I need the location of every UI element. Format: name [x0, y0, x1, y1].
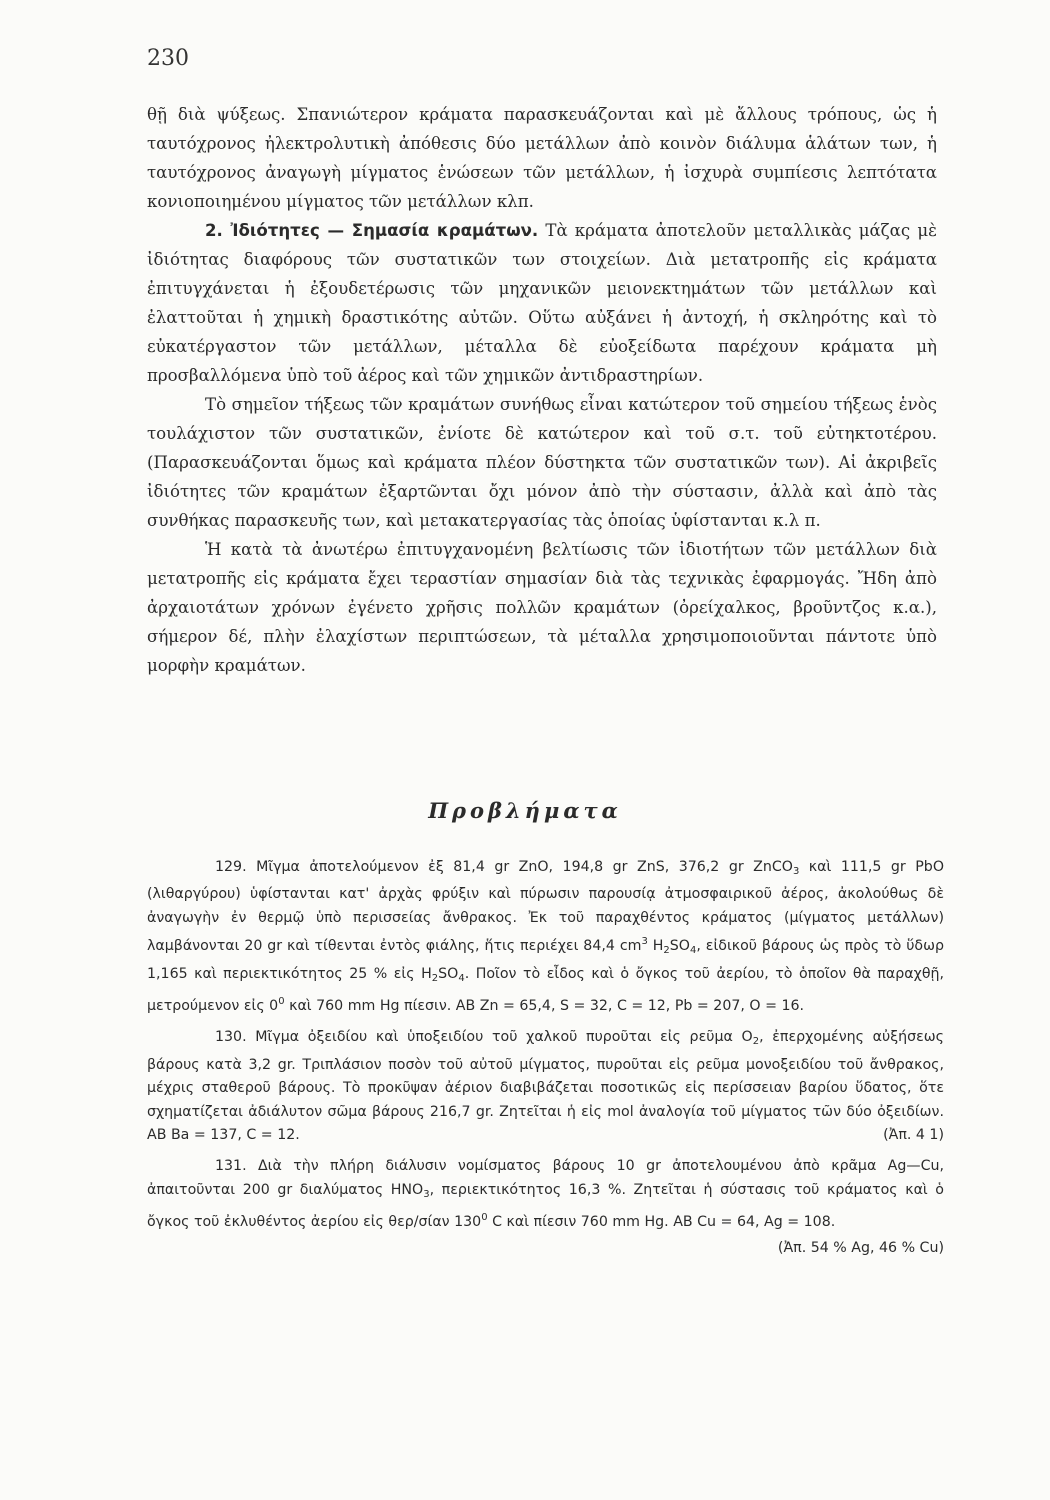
problem-130 [147, 1026, 944, 1147]
section-heading: 2. Ἰδιότητες — Σημασία κραμάτων. [205, 221, 539, 240]
paragraph-2 [147, 216, 937, 390]
paragraph-2-text: Τὰ κράματα ἀποτελοῦν μεταλλικὰς μάζας μὲ ἰδιότητας διαφόρους τῶν συστατικῶν των στοιχείων. Διὰ μετατροπῆς εἰς κράματα ἐπιτυγχάνεται ἡ ἐξουδετέρωσις τῶν μηχανικῶν μειονεκτημάτων τῶν μετάλλων καὶ ἐλαττοῦται ἡ χημικὴ δραστικότης αὐτῶν. Οὕτω αὐξάνει ἡ ἀντοχή, ἡ σκληρότης καὶ τὸ εὐκατέργαστον τῶν μετάλλων, μέταλλα δὲ εὐοξείδωτα παρέχουν κράματα μὴ προσβαλλόμενα ὑπὸ τοῦ ἀέρος καὶ τῶν χημικῶν ἀντιδραστηρίων. [147, 221, 938, 385]
problem-129-text: SO [669, 938, 690, 955]
problem-131-answer: (Ἀπ. 54 % Ag, 46 % Cu) [777, 1239, 944, 1256]
subscript: 3 [423, 1188, 430, 1200]
main-text [147, 100, 937, 680]
superscript: 0 [278, 996, 285, 1008]
problem-131-text: , περιεκτικότητος 16,3 [429, 1181, 608, 1198]
page-number: 230 [147, 46, 189, 71]
problem-131-text: . Ζητεῖται ἡ σύστασις τοῦ κράματος καὶ ὁ ὄγκος τοῦ ἐκλυθέντος ἀερίου εἰς θερ/σίαν 130 [147, 1181, 944, 1231]
problem-129-text: . Ποῖον τὸ εἶδος καὶ ὁ ὄγκος τοῦ ἀερίου, τὸ ὁποῖον θὰ παραχθῇ, μετρούμενον εἰς 0 [147, 965, 944, 1015]
problem-130-text: 130. Μῖγμα ὀξειδίου καὶ ὑποξειδίου τοῦ χαλκοῦ πυροῦται εἰς ρεῦμα O [215, 1029, 753, 1046]
percent-sign: % [373, 965, 388, 982]
problem-129 [147, 856, 944, 1018]
subscript: 4 [458, 972, 465, 984]
problem-129-text: 129. Μῖγμα ἀποτελούμενον ἐξ 81,4 gr ZnO, 194,8 gr ZnS, 376,2 gr ZnCO [215, 859, 793, 875]
subscript: 2 [663, 945, 670, 957]
problem-130-answer: (Ἀπ. 4 1) [883, 1127, 944, 1144]
problem-129-text: καὶ 111,5 gr PbO (λιθαργύρου) ὑφίστανται κατ' ἀρχὰς φρύξιν καὶ πύρωσιν παρουσίᾳ ἀτμοσφαιρικοῦ ἀέρος, ἀκολούθως δὲ ἀναγωγὴν ἐν θερμῷ ὑπὸ περισσείας ἄνθρακος. Ἐκ τοῦ παραχθέντος κράματος (μίγματος μετάλλων) λαμβάνονται 20 gr καὶ τίθενται ἐντὸς φιάλης, ἥτις περιέχει 84,4 cm [147, 859, 944, 955]
problem-129-text: καὶ 760 mm Hg πίεσιν. ΑΒ Zn = 65,4, S = 32, C = 12, Pb = 207, O = 16. [284, 998, 805, 1015]
problem-129-text: εἰς H [387, 965, 432, 982]
superscript: 3 [641, 936, 648, 948]
problems-title: Προβλήματα [428, 798, 622, 823]
subscript: 4 [689, 945, 697, 957]
paragraph-4: Ἡ κατὰ τὰ ἀνωτέρω ἐπιτυγχανομένη βελτίωσις τῶν ἰδιοτήτων τῶν μετάλλων διὰ μετατροπῆς εἰς κράματα ἔχει τεραστίαν σημασίαν διὰ τὰς τεχνικὰς ἐφαρμογάς. Ἤδη ἀπὸ ἀρχαιοτάτων χρόνων ἐγένετο χρῆσις πολλῶν κραμάτων (ὀρείχαλκος, βροῦντζος κ.α.), σήμερον δέ, πλὴν ἐλαχίστων περιπτώσεων, τὰ μέταλλα χρησιμοποιοῦνται πάντοτε ὑπὸ μορφὴν κραμάτων. [147, 540, 937, 675]
subscript: 2 [431, 972, 439, 984]
problem-131-text: C καὶ πίεσιν 760 mm Hg. ΑΒ Cu = 64, Ag = 108. [487, 1214, 836, 1231]
problem-131-text: 131. Διὰ τὴν πλήρη διάλυσιν νομίσματος βάρους 10 gr ἀποτελουμένου ἀπὸ κρᾶμα Ag—Cu, ἀπαιτοῦνται 200 gr διαλύματος HNO [147, 1158, 944, 1198]
problem-129-text: SO [438, 965, 459, 982]
problem-131 [147, 1155, 944, 1234]
problem-129-text: H [647, 938, 664, 955]
problems-list [147, 856, 944, 1260]
problem-129-text: , εἰδικοῦ βάρους ὡς πρὸς τὸ ὕδωρ 1,165 καὶ περιεκτικότητος 25 [147, 938, 944, 982]
problem-130-text: , ἐπερχομένης αὐξήσεως βάρους κατὰ 3,2 gr. Τριπλάσιον ποσὸν τοῦ αὐτοῦ μίγματος, πυροῦται εἰς ρεῦμα μονοξειδίου τοῦ ἄνθρακος, μέχρις σταθεροῦ βάρους. Τὸ προκῦψαν ἀέριον διαβιβάζεται ποσοτικῶς εἰς περίσσειαν βαρίου ὕδατος, ὅτε σχηματίζεται ἀδιάλυτον σῶμα βάρους 216,7 gr. Ζητεῖται ἡ εἰς mol ἀναλογία τοῦ μίγματος τῶν δύο ὀξειδίων. ΑΒ Ba = 137, C = 12. [147, 1029, 944, 1144]
subscript: 3 [792, 866, 800, 877]
subscript: 2 [752, 1036, 760, 1048]
percent-sign: % [607, 1181, 622, 1198]
paragraph-3: Τὸ σημεῖον τήξεως τῶν κραμάτων συνήθως εἶναι κατώτερον τοῦ σημείου τήξεως ἑνὸς τουλάχιστον τῶν συστατικῶν, ἐνίοτε δὲ κατώτερον καὶ τοῦ σ.τ. τοῦ εὐτηκτοτέρου. (Παρασκευάζονται ὅμως καὶ κράματα πλέον δύστηκτα τῶν συστατικῶν των). Αἱ ἀκριβεῖς ἰδιότητες τῶν κραμάτων ἐξαρτῶνται ὄχι μόνον ἀπὸ τὴν σύστασιν, ἀλλὰ καὶ ἀπὸ τὰς συνθήκας παρασκευῆς των, καὶ μετακατεργασίας τὰς ὁποίας ὑφίστανται κ.λ π. [147, 395, 937, 530]
paragraph-1: θῇ διὰ ψύξεως. Σπανιώτερον κράματα παρασκευάζονται καὶ μὲ ἄλλους τρόπους, ὡς ἡ ταυτόχρονος ἠλεκτρολυτικὴ ἀπόθεσις δύο μετάλλων ἀπὸ κοινὸν διάλυμα ἁλάτων των, ἡ ταυτόχρονος ἀναγωγὴ μίγματος ἑνώσεων τῶν μετάλλων, ἡ ἰσχυρὰ συμπίεσις λεπτότατα κονιοποιημένου μίγματος τῶν μετάλλων κλπ. [147, 105, 937, 211]
superscript: 0 [481, 1212, 488, 1224]
